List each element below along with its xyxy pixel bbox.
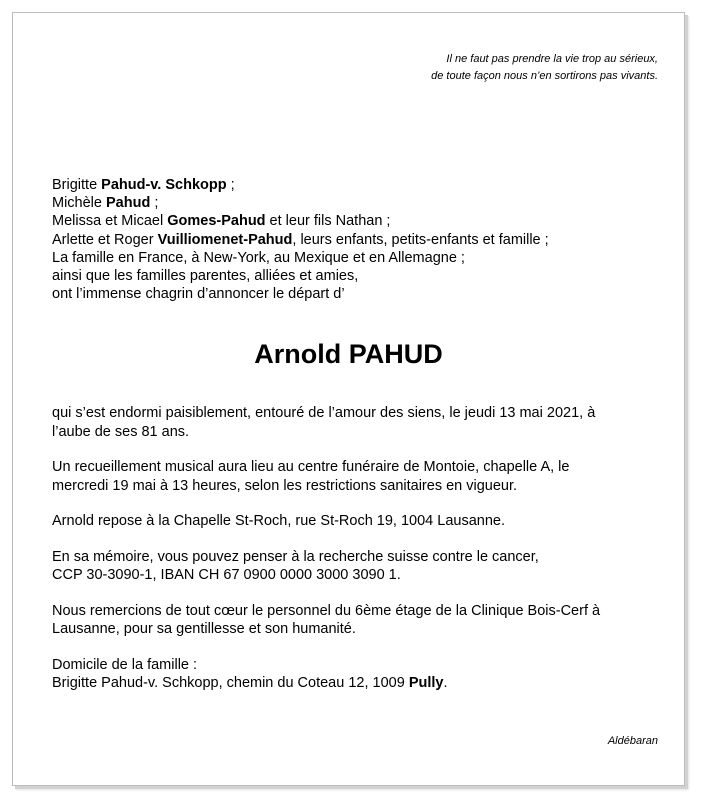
mourner-line: ainsi que les familles parentes, alliées et amies, (52, 268, 359, 285)
donation-paragraph (52, 548, 667, 585)
mourner-text: Brigitte (52, 177, 102, 193)
mourner-text: ; (150, 195, 159, 212)
family-address-paragraph (52, 656, 667, 693)
mourner-text: ; (226, 177, 235, 193)
mourner-surname: Vuilliomenet-Pahud (157, 231, 293, 248)
rest-place-paragraph (52, 512, 667, 531)
mourner-line (52, 212, 549, 230)
text-line: En sa mémoire, vous pouvez penser à la recherche suisse contre le cancer, (52, 548, 539, 565)
mourner-text: et leur fils Nathan ; (265, 213, 391, 230)
text-line: Brigitte Pahud-v. Schkopp, chemin du Coteau 12, 1009 (52, 675, 409, 691)
epigraph-line: de toute façon nous n’en sortirons pas vivants. (431, 70, 658, 82)
epigraph-quote (431, 51, 658, 85)
text-line: . (443, 675, 448, 691)
text-line: l’aube de ses 81 ans. (52, 423, 190, 440)
announcement-line: ont l’immense chagrin d’annoncer le départ d’ (52, 286, 345, 303)
mourner-text: Michèle (52, 195, 106, 212)
mourner-text: Arlette et Roger (52, 231, 158, 248)
text-line: qui s’est endormi paisiblement, entouré de l’amour des siens, le jeudi 13 mai 2021, à (52, 405, 596, 421)
deceased-name: Arnold PAHUD (254, 339, 443, 369)
text-line: Domicile de la famille : (52, 656, 198, 673)
mourner-line (52, 176, 549, 194)
mourner-text: , leurs enfants, petits-enfants et famille ; (292, 231, 549, 248)
mourner-line: La famille en France, à New-York, au Mexique et en Allemagne ; (52, 249, 465, 266)
thanks-paragraph (52, 602, 667, 639)
mourner-line (52, 231, 549, 249)
town-name: Pully (408, 675, 444, 691)
text-line: CCP 30-3090-1, IBAN CH 67 0900 0000 3000 3090 1. (52, 567, 401, 583)
mourner-surname: Pahud-v. Schkopp (101, 177, 227, 193)
text-line: Arnold repose à la Chapelle St-Roch, rue St-Roch 19, 1004 Lausanne. (52, 513, 506, 529)
passing-paragraph (52, 404, 667, 441)
publisher-signature: Aldébaran (607, 735, 658, 747)
text-line: Un recueillement musical aura lieu au centre funéraire de Montoie, chapelle A, le (52, 459, 570, 475)
text-line: mercredi 19 mai à 13 heures, selon les restrictions sanitaires en vigueur. (52, 477, 518, 494)
mourner-surname: Pahud (106, 195, 151, 212)
mourners-list (52, 176, 549, 303)
epigraph-line: Il ne faut pas prendre la vie trop au sérieux, (446, 53, 658, 65)
mourner-text: Melissa et Micael (52, 213, 168, 230)
notice-body (52, 404, 667, 710)
ceremony-paragraph (52, 458, 667, 495)
text-line: Nous remercions de tout cœur le personnel du 6ème étage de la Clinique Bois-Cerf à (52, 602, 601, 619)
text-line: Lausanne, pour sa gentillesse et son humanité. (52, 621, 356, 637)
obituary-notice (12, 12, 685, 786)
mourner-line (52, 194, 549, 212)
mourner-surname: Gomes-Pahud (167, 213, 266, 230)
